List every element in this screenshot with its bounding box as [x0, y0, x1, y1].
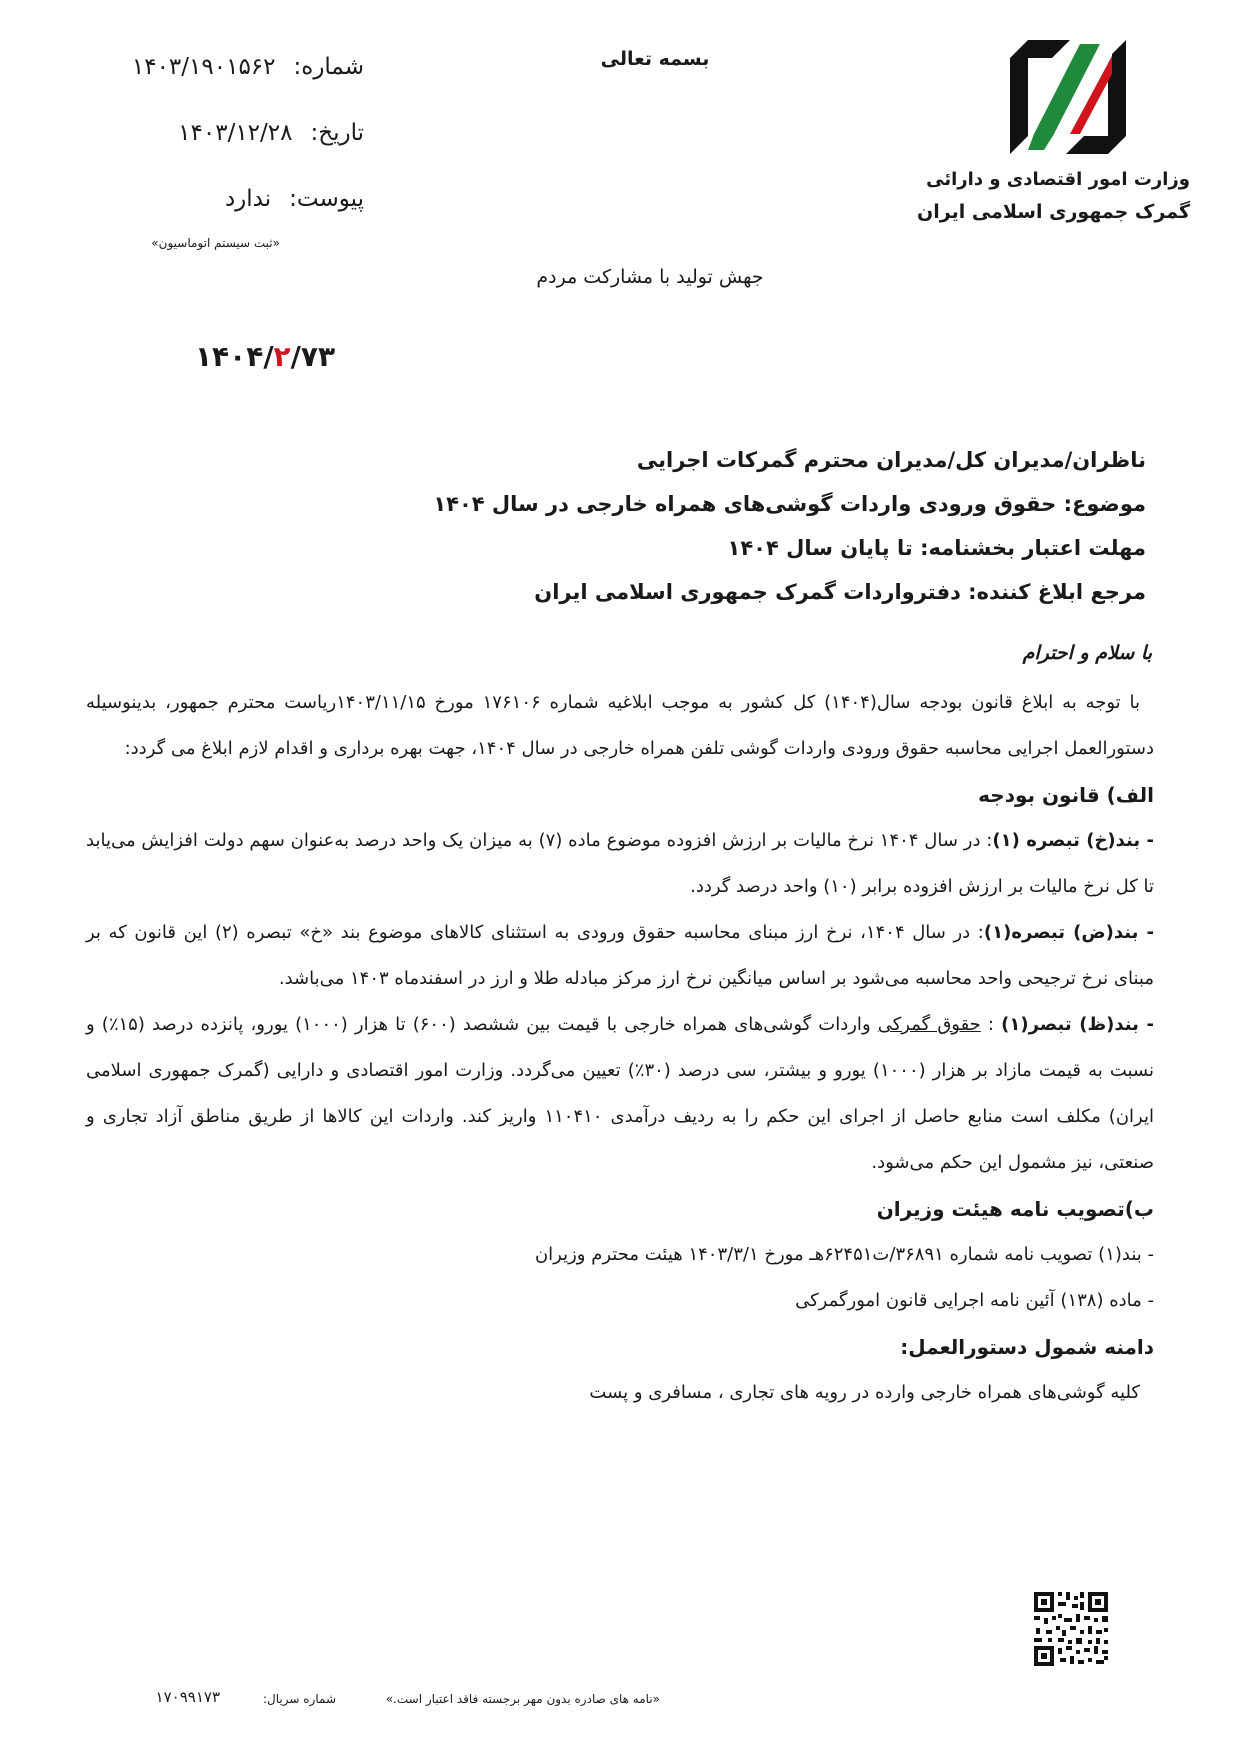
bismillah: بسمه تعالی — [600, 48, 710, 70]
scope-title: دامنه شمول دستورالعمل: — [900, 1335, 1154, 1359]
ministry-line-1: وزارت امور اقتصادی و دارائی — [926, 169, 1190, 190]
serial-label: شماره سریال: — [263, 1692, 336, 1706]
section-b-title: ب)تصویب نامه هیئت وزیران — [876, 1197, 1154, 1221]
serial-value: ۱۷۰۹۹۱۷۳ — [155, 1688, 220, 1706]
item-kh-text: : در سال ۱۴۰۴ نرخ مالیات بر ارزش افزوده موضوع ماده (۷) به میزان یک واحد درصد به‌عنوان سهم دولت افزایش می‌یابد تا کل نرخ مالیات بر ارزش افزوده برابر (۱۰) واحد درصد گردد. — [86, 830, 1154, 897]
issuer: مرجع ابلاغ کننده: دفترواردات گمرک جمهوری اسلامی ایران — [534, 580, 1146, 604]
ministry-name — [900, 164, 1190, 228]
ministry-line-2: گمرک جمهوری اسلامی ایران — [917, 201, 1190, 223]
item-za-text: واردات گوشی‌های همراه خارجی با قیمت بین ششصد (۶۰۰) تا هزار (۱۰۰۰) یورو، پانزده درصد (۱۵٪) و نسبت به قیمت مازاد بر هزار (۱۰۰۰) یورو و بیشتر، سی درصد (۳۰٪) تعیین می‌گردد. وزارت امور اقتصادی و دارایی (گمرک جمهوری اسلامی ایران) مکلف است منابع حاصل از اجرای این حکم را به ردیف درآمدی ۱۱۰۴۱۰ واریز کند. واردات این کالاها از طریق مناطق آزاد تجاری و صنعتی، نیز مشمول این حکم می‌شود. — [86, 1014, 1154, 1173]
attachment-label: پیوست: — [289, 186, 364, 212]
circular-number-part1: ۱۴۰۴/ — [194, 340, 274, 373]
customs-logo-icon — [1008, 38, 1128, 156]
section-a-title: الف) قانون بودجه — [978, 783, 1154, 807]
attachment-value: ندارد — [224, 186, 272, 212]
item-kh-label: - بند(خ) تبصره (۱) — [992, 830, 1154, 851]
letter-attachment — [44, 186, 364, 212]
item-z-label: - بند(ض) تبصره(۱) — [983, 922, 1154, 943]
intro-paragraph: با توجه به ابلاغ قانون بودجه سال(۱۴۰۴) کل کشور به موجب ابلاغیه شماره ۱۷۶۱۰۶ مورخ ۱۴۰۳/۱۱/۱۵ریاست محترم جمهور، بدینوسیله دستورالعمل اجرایی محاسبه حقوق ورودی واردات گوشی تلفن همراه خارجی در سال ۱۴۰۴، جهت بهره برداری و اقدام لازم ابلاغ می گردد: — [86, 692, 1154, 759]
item-z-text: : در سال ۱۴۰۴، نرخ ارز مبنای محاسبه حقوق ورودی به استثنای کالاهای موضوع بند «خ» تبصره (۲) این قانون که بر مبنای نرخ ترجیحی واحد محاسبه می‌شود بر اساس میانگین نرخ ارز مرکز مبادله طلا و ارز در اسفندماه ۱۴۰۳ می‌باشد. — [86, 922, 1154, 989]
item-za-label: - بند(ظ) تبصر(۱) — [1001, 1014, 1155, 1035]
date-value: ۱۴۰۳/۱۲/۲۸ — [178, 120, 293, 146]
circular-number — [180, 340, 350, 373]
section-b-item-2: - ماده (۱۳۸) آئین نامه اجرایی قانون امورگمرکی — [795, 1290, 1154, 1311]
validity: مهلت اعتبار بخشنامه: تا پایان سال ۱۴۰۴ — [727, 536, 1146, 560]
greeting: با سلام و احترام — [1022, 642, 1152, 664]
circular-heading — [386, 438, 1146, 614]
item-za-separator: : — [980, 1014, 1002, 1035]
date-label: تاریخ: — [310, 120, 364, 146]
slogan: جهش تولید با مشارکت مردم — [536, 266, 764, 288]
validity-note: «نامه های صادره بدون مهر برجسته فاقد اعتبار است.» — [385, 1692, 660, 1706]
subject: موضوع: حقوق ورودی واردات گوشی‌های همراه خارجی در سال ۱۴۰۴ — [433, 492, 1146, 516]
letter-number — [44, 54, 364, 80]
item-z — [86, 910, 1154, 1002]
recipients: ناظران/مدیران کل/مدیران محترم گمرکات اجرایی — [636, 448, 1146, 472]
circular-body — [86, 680, 1154, 1416]
number-value: ۱۴۰۳/۱۹۰۱۵۶۲ — [131, 54, 276, 80]
letter-date — [44, 120, 364, 146]
number-label: شماره: — [293, 54, 364, 80]
automation-note: «ثبت سیستم اتوماسیون» — [151, 236, 280, 250]
qr-code-icon — [1032, 1590, 1110, 1668]
item-za-underlined: حقوق گمرکی — [877, 1014, 981, 1035]
circular-number-part2: ۲ — [273, 340, 291, 373]
section-b-item-1: - بند(۱) تصویب نامه شماره ۳۶۸۹۱/ت۶۲۴۵۱هـ مورخ ۱۴۰۳/۳/۱ هیئت محترم وزیران — [534, 1244, 1154, 1265]
scope-text: کلیه گوشی‌های همراه خارجی وارده در رویه های تجاری ، مسافری و پست — [589, 1382, 1140, 1403]
circular-number-part3: /۷۳ — [290, 340, 336, 373]
item-za — [86, 1002, 1154, 1186]
item-kh — [86, 818, 1154, 910]
